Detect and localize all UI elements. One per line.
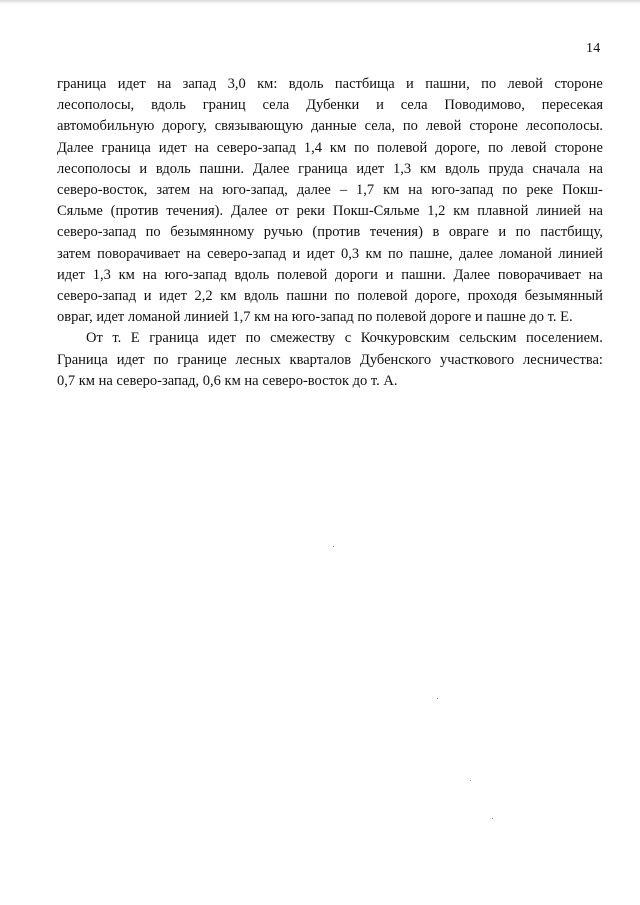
word: км <box>453 203 470 220</box>
paragraph-2-line-3: 0,7 км на северо-запад, 0,6 км на северо-восток до т. А. <box>57 372 398 389</box>
text-line-10 <box>57 265 603 286</box>
word: линией <box>558 245 603 262</box>
word: левой <box>425 118 462 135</box>
word: вдоль <box>151 97 186 114</box>
word: реке <box>526 182 554 199</box>
word: км <box>419 160 437 177</box>
word: по <box>515 224 531 241</box>
word: идет <box>306 245 335 262</box>
paragraph-2-line-2 <box>57 350 603 371</box>
word: Далее <box>230 203 268 220</box>
word: реки <box>296 203 326 220</box>
word: Граница <box>57 351 108 368</box>
word: села <box>262 97 290 114</box>
word: граница <box>149 330 199 347</box>
word: – <box>339 182 348 199</box>
word: северо-запад <box>57 288 137 305</box>
word: по <box>245 330 261 347</box>
word: пастбищу, <box>540 224 603 241</box>
word: по <box>488 139 504 156</box>
word: в <box>432 224 440 241</box>
word: на <box>588 160 603 177</box>
word: Далее <box>57 139 94 156</box>
word: 1,2 <box>427 203 446 220</box>
word: т. <box>112 330 122 347</box>
paragraph-2-line-1 <box>57 328 603 349</box>
word: полевой <box>277 266 328 283</box>
text-line-12: овраг, идет ломаной линией 1,7 км на юго-запад по полевой дороге и пашне до т. Е. <box>57 309 573 326</box>
word: и <box>406 76 414 92</box>
word: затем <box>57 245 91 262</box>
word: на <box>194 139 209 156</box>
word: по <box>145 224 161 241</box>
word: км: <box>257 76 278 92</box>
word: и <box>376 97 384 114</box>
word: по <box>334 288 350 305</box>
text-line-4 <box>57 138 603 159</box>
word: От <box>86 330 103 347</box>
word: стороне <box>554 139 603 156</box>
word: лесных <box>235 351 281 368</box>
word: дороги <box>335 266 378 283</box>
text-line-11 <box>57 286 603 307</box>
word: по <box>153 351 169 368</box>
word: идет <box>158 139 187 156</box>
word: дорогу, <box>162 118 207 135</box>
word: с <box>344 330 352 347</box>
word: кварталов <box>289 351 352 368</box>
word: на <box>588 266 603 283</box>
word: км <box>220 288 237 305</box>
word: проходя <box>467 288 518 305</box>
word: стороне <box>554 76 603 92</box>
word: северо-восток, <box>57 182 148 199</box>
word: поворачивает <box>97 245 181 262</box>
word: по <box>402 118 418 135</box>
word: км <box>118 266 135 283</box>
word: данные <box>311 118 357 135</box>
word: пересекая <box>541 97 603 114</box>
word: (против <box>110 203 159 220</box>
word: 1,7 <box>356 182 375 199</box>
word: села, <box>364 118 395 135</box>
word: северо-запад <box>57 224 137 241</box>
text-line-2 <box>57 95 603 116</box>
word: сначала <box>532 160 580 177</box>
page-number: 14 <box>586 41 601 56</box>
word: Далее <box>252 160 290 177</box>
word: пастбища <box>334 76 395 92</box>
word: на <box>408 182 423 199</box>
word: границ <box>202 97 246 114</box>
document-body <box>57 74 603 392</box>
word: северо-запад <box>207 245 287 262</box>
word: и <box>385 266 394 283</box>
word: пашни <box>286 288 328 305</box>
word: на <box>142 266 157 283</box>
scan-speck <box>437 698 438 699</box>
word: от <box>275 203 289 220</box>
word: идет <box>117 76 146 92</box>
word: и <box>498 224 507 241</box>
word: идет <box>159 288 187 305</box>
word: вдоль <box>243 288 279 305</box>
word: течения). <box>166 203 224 220</box>
word: (против <box>312 224 361 241</box>
word: Дубенского <box>359 351 432 368</box>
word: запад <box>182 76 217 92</box>
word: на <box>199 182 214 199</box>
word: на <box>186 245 201 262</box>
word: граница <box>298 160 348 177</box>
word: по <box>388 245 404 262</box>
word: пашни, <box>425 76 470 92</box>
word: и <box>139 160 148 177</box>
word: Покш- <box>562 182 603 199</box>
word: идет <box>57 266 85 283</box>
word: безымянный <box>524 288 603 305</box>
text-line-9 <box>57 244 603 265</box>
word: плавной <box>477 203 529 220</box>
text-line-1 <box>57 74 603 95</box>
word: полевой <box>357 288 408 305</box>
word: 0,3 <box>340 245 360 262</box>
word: левой <box>511 139 547 156</box>
word: Е <box>130 330 140 347</box>
word: лесничества: <box>522 351 603 368</box>
word: левой <box>507 76 543 92</box>
word: и <box>292 245 301 262</box>
word: ломаной <box>499 245 552 262</box>
word: Сяльме <box>57 203 103 220</box>
word: поворачивает <box>497 266 581 283</box>
word: северо-запад <box>216 139 296 156</box>
word: вдоль <box>155 160 191 177</box>
word: вдоль <box>234 266 270 283</box>
word: 1,3 <box>92 266 111 283</box>
word: дороге, <box>415 288 461 305</box>
word: Поводимово, <box>444 97 525 114</box>
word: юго-запад, <box>222 182 288 199</box>
word: лесополосы <box>57 160 131 177</box>
word: км <box>383 182 400 199</box>
word: автомобильную <box>57 118 155 135</box>
word: пашни. <box>401 266 446 283</box>
word: граница <box>57 76 107 92</box>
word: 2,2 <box>194 288 213 305</box>
word: по <box>481 76 497 92</box>
text-line-5 <box>57 159 603 180</box>
word: далее <box>296 182 331 199</box>
word: полевой <box>377 139 428 156</box>
word: безымянному <box>170 224 255 241</box>
word: линией <box>536 203 581 220</box>
word: пруда <box>488 160 524 177</box>
word: далее <box>458 245 494 262</box>
text-line-6 <box>57 180 603 201</box>
word: на <box>157 76 172 92</box>
word: границе <box>177 351 227 368</box>
word: стороне <box>469 118 518 135</box>
word: 1,3 <box>393 160 412 177</box>
word: связывающую <box>214 118 304 135</box>
scan-speck <box>470 780 471 781</box>
text-line-8 <box>57 222 603 243</box>
word: 1,4 <box>303 139 322 156</box>
text-line-3 <box>57 116 603 137</box>
word: идет <box>116 351 145 368</box>
word: и <box>143 288 152 305</box>
word: юго-запад <box>164 266 227 283</box>
word: поселением. <box>526 330 603 347</box>
word: лесополосы. <box>525 118 603 135</box>
word: течения) <box>369 224 423 241</box>
word: вдоль <box>445 160 480 177</box>
word: 3,0 <box>227 76 246 92</box>
word: участкового <box>439 351 515 368</box>
word: овраге <box>448 224 489 241</box>
word: пашне, <box>409 245 453 262</box>
scan-top-edge <box>0 0 640 4</box>
word: граница <box>101 139 151 156</box>
word: вдоль <box>288 76 324 92</box>
word: по <box>502 182 518 199</box>
word: Кочкуровским <box>360 330 450 347</box>
word: пашни. <box>199 160 245 177</box>
word: лесополосы, <box>57 97 135 114</box>
word: идет <box>208 330 237 347</box>
text-line-7 <box>57 201 603 222</box>
word: Покш-Сяльме <box>332 203 420 220</box>
word: юго-запад <box>431 182 494 199</box>
word: затем <box>156 182 191 199</box>
word: Дубенки <box>306 97 360 114</box>
word: км <box>365 245 382 262</box>
scan-speck <box>333 546 334 547</box>
word: смежеству <box>270 330 336 347</box>
word: ручью <box>263 224 303 241</box>
scan-speck <box>492 818 493 819</box>
word: на <box>588 203 603 220</box>
word: сельским <box>459 330 517 347</box>
word: идет <box>356 160 385 177</box>
word: по <box>354 139 370 156</box>
word: села <box>400 97 428 114</box>
word: км <box>329 139 347 156</box>
word: Далее <box>453 266 491 283</box>
word: дороге, <box>435 139 481 156</box>
